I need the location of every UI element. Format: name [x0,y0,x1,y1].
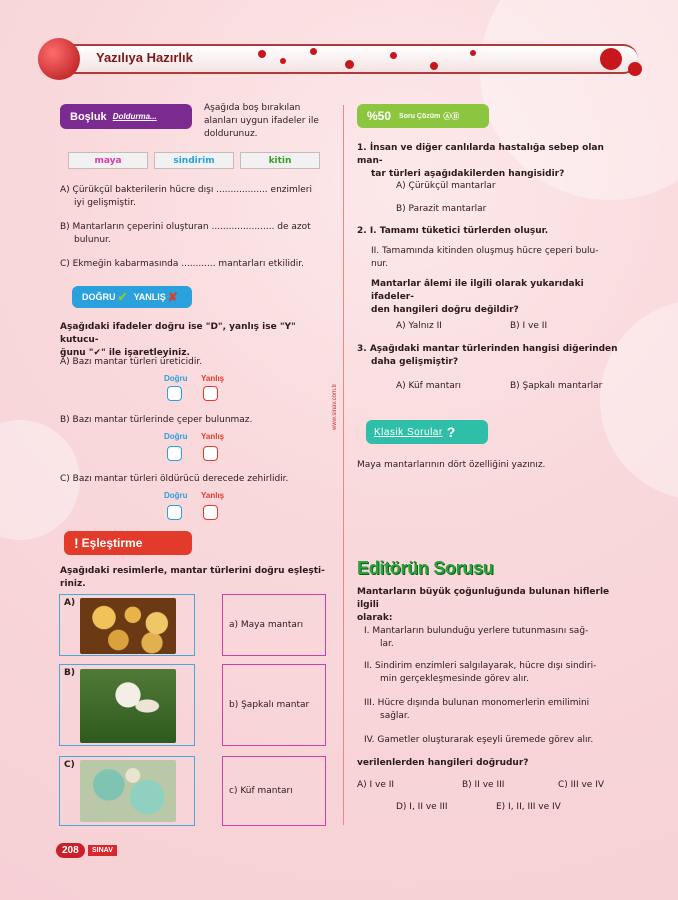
instruction-line: ğunu "✔" ile işaretleyiniz. [60,348,190,358]
item-line: A) Çürükçül bakterilerin hücre dışı .................. enzimleri [60,185,313,195]
editor-question: verilenlerden hangileri doğrudur? [357,758,529,768]
bosluk-item-c: C) Ekmeğin kabarmasında ............ mantarları etkilidir. [60,259,304,269]
editor-title: Editörün Sorusu [357,558,494,578]
blood-drop-decoration [390,52,397,59]
badge-percent: %50 [367,109,392,123]
word-sindirim: sindirim [154,152,234,169]
question-line: 2. I. Tamamı tüketici türlerden oluşur. [357,226,549,236]
cap-mushroom-photo [80,669,176,743]
intro-line: Mantarların büyük çoğunluğunda bulunan hiflerle ilgili [357,587,610,610]
word-maya: maya [68,152,148,169]
ab-circle-icon: ⒶⒷ [443,111,460,121]
question-line: nur. [371,259,389,269]
option-label: b) Şapkalı mantar [229,700,310,710]
blood-drop-decoration [430,62,438,70]
dogru-yanlis-badge [72,286,192,308]
bosluk-item-b [60,221,330,247]
question-line: den hangileri doğru değildir? [371,305,519,315]
blood-drop-decoration [258,50,266,58]
dy-item-c: C) Bazı mantar türleri öldürücü derecede zehirlidir. [60,474,289,484]
item-line: iyi gelişmiştir. [74,198,136,208]
blood-drop-decoration [470,50,476,56]
question-line: tar türleri aşağıdakilerden hangisidir? [371,169,565,179]
yanlis-label: YANLIŞ [133,292,166,302]
column-divider [343,105,344,825]
blood-drop-decoration [345,60,354,69]
option-box-b[interactable] [222,664,326,746]
instruction-line: alanları uygun ifadeler ile [204,116,319,126]
eslestirme-label: Eşleştirme [81,536,143,550]
dogru-label: Doğru [164,432,188,441]
image-box-b[interactable] [59,664,195,746]
klasik-question: Maya mantarlarının dört özelliğini yazınız. [357,460,546,470]
editor-choice-e[interactable]: E) I, II, III ve IV [496,802,561,812]
instruction-line: doldurunuz. [204,129,258,139]
intro-line: olarak: [357,613,393,623]
checkbox-dogru-c[interactable] [167,505,182,520]
statement-line: III. Hücre dışında bulunan monomerlerin emilimini [364,698,590,708]
yanlis-label: Yanlış [201,491,225,500]
cross-icon: ✘ [167,290,178,304]
question-2 [357,225,625,317]
image-letter: B) [64,668,75,678]
eslestirme-instruction [60,565,332,591]
editor-statement-3 [364,697,626,723]
question-line: II. Tamamında kitinden oluşmuş hücre çeperi bulu- [371,246,599,256]
blood-drop-decoration [280,58,286,64]
q1-choice-a[interactable]: A) Çürükçül mantarlar [396,181,496,191]
option-label: a) Maya mantarı [229,620,304,630]
question-line: 3. Aşağıdaki mantar türlerinden hangisi diğerinden [357,344,618,354]
q1-choice-b[interactable]: B) Parazit mantarlar [396,204,487,214]
question-1 [357,142,625,181]
question-line: 1. İnsan ve diğer canlılarda hastalığa sebep olan man- [357,143,604,166]
q2-choice-a[interactable]: A) Yalnız II [396,321,442,331]
instruction-line: Aşağıda boş bırakılan [204,103,301,113]
item-line: B) Mantarların çeperini oluşturan ...................... de azot [60,222,311,232]
header-title: Yazılıya Hazırlık [96,50,193,65]
image-box-c[interactable] [59,756,195,826]
statement-line: sağlar. [380,711,410,721]
option-label: c) Küf mantarı [229,786,293,796]
exclamation-icon: ! [74,535,79,551]
checkbox-yanlis-b[interactable] [203,446,218,461]
brand-logo: SINAV [88,845,117,856]
dy-item-a: A) Bazı mantar türleri üreticidir. [60,357,203,367]
word-kitin: kitin [240,152,320,169]
page-number: 208 [56,843,85,858]
yeast-photo [80,598,176,654]
instruction-line: Aşağıdaki ifadeler doğru ise "D", yanlış ise "Y" kutucu- [60,322,296,345]
yanlis-label: Yanlış [201,374,225,383]
editor-statement-2 [364,660,626,686]
check-icon: ✔ [117,290,128,304]
checkbox-dogru-b[interactable] [167,446,182,461]
dogru-label: DOĞRU [82,292,116,302]
editor-choice-b[interactable]: B) II ve III [462,780,505,790]
blood-cell-decoration [600,48,622,70]
blood-cell-decoration [628,62,642,76]
badge-sub: Soru Çözüm [399,112,441,120]
background-bubble [600,300,678,500]
dy-item-b: B) Bazı mantar türlerinde çeper bulunmaz. [60,415,253,425]
bosluk-item-a [60,184,330,210]
question-line: Mantarlar âlemi ile ilgili olarak yukarıdaki ifadeler- [371,279,584,302]
yanlis-label: Yanlış [201,432,225,441]
bosluk-badge [60,104,192,129]
soru-cozum-badge [357,104,489,128]
instruction-line: Aşağıdaki resimlerle, mantar türlerini doğru eşleşti- [60,566,325,576]
statement-line: lar. [380,639,394,649]
blood-drop-decoration [310,48,317,55]
checkbox-yanlis-c[interactable] [203,505,218,520]
item-line: bulunur. [74,235,111,245]
question-mark-icon: ? [446,424,456,440]
bosluk-badge-main: Boşluk [70,110,107,123]
image-letter: C) [64,760,75,770]
bosluk-badge-sub: Doldurma... [112,112,157,121]
side-url: www.sinav.com.tr [332,383,338,430]
option-box-a[interactable] [222,594,326,656]
editor-intro [357,586,627,625]
editor-choice-a[interactable]: A) I ve II [357,780,395,790]
editor-choice-c[interactable]: C) III ve IV [558,780,605,790]
question-line: daha gelişmiştir? [371,357,459,367]
q3-choice-b[interactable]: B) Şapkalı mantarlar [510,381,603,391]
statement-line: min gerçekleşmesinde görev alır. [380,674,530,684]
bosluk-instruction [204,102,328,141]
statement-line: II. Sindirim enzimleri salgılayarak, hücre dışı sindiri- [364,661,597,671]
checkbox-dogru-a[interactable] [167,386,182,401]
question-3 [357,343,625,369]
statement-line: I. Mantarların bulunduğu yerlere tutunmasını sağ- [364,626,589,636]
q2-choice-b[interactable]: B) I ve II [510,321,548,331]
editor-statement-4: IV. Gametler oluşturarak eşeyli üremede görev alır. [364,735,594,745]
dogru-yanlis-instruction [60,321,332,360]
klasik-badge [366,420,488,444]
editor-statement-1 [364,625,626,651]
klasik-label: Klasik Sorular [374,426,443,438]
q3-choice-a[interactable]: A) Küf mantarı [396,381,461,391]
eslestirme-badge [64,531,192,555]
checkbox-yanlis-a[interactable] [203,386,218,401]
dogru-label: Doğru [164,491,188,500]
blood-cell-logo [38,38,80,80]
editor-choice-d[interactable]: D) I, II ve III [396,802,448,812]
option-box-c[interactable] [222,756,326,826]
dogru-label: Doğru [164,374,188,383]
image-box-a[interactable] [59,594,195,656]
instruction-line: riniz. [60,579,86,589]
mold-photo [80,760,176,822]
image-letter: A) [64,598,76,608]
